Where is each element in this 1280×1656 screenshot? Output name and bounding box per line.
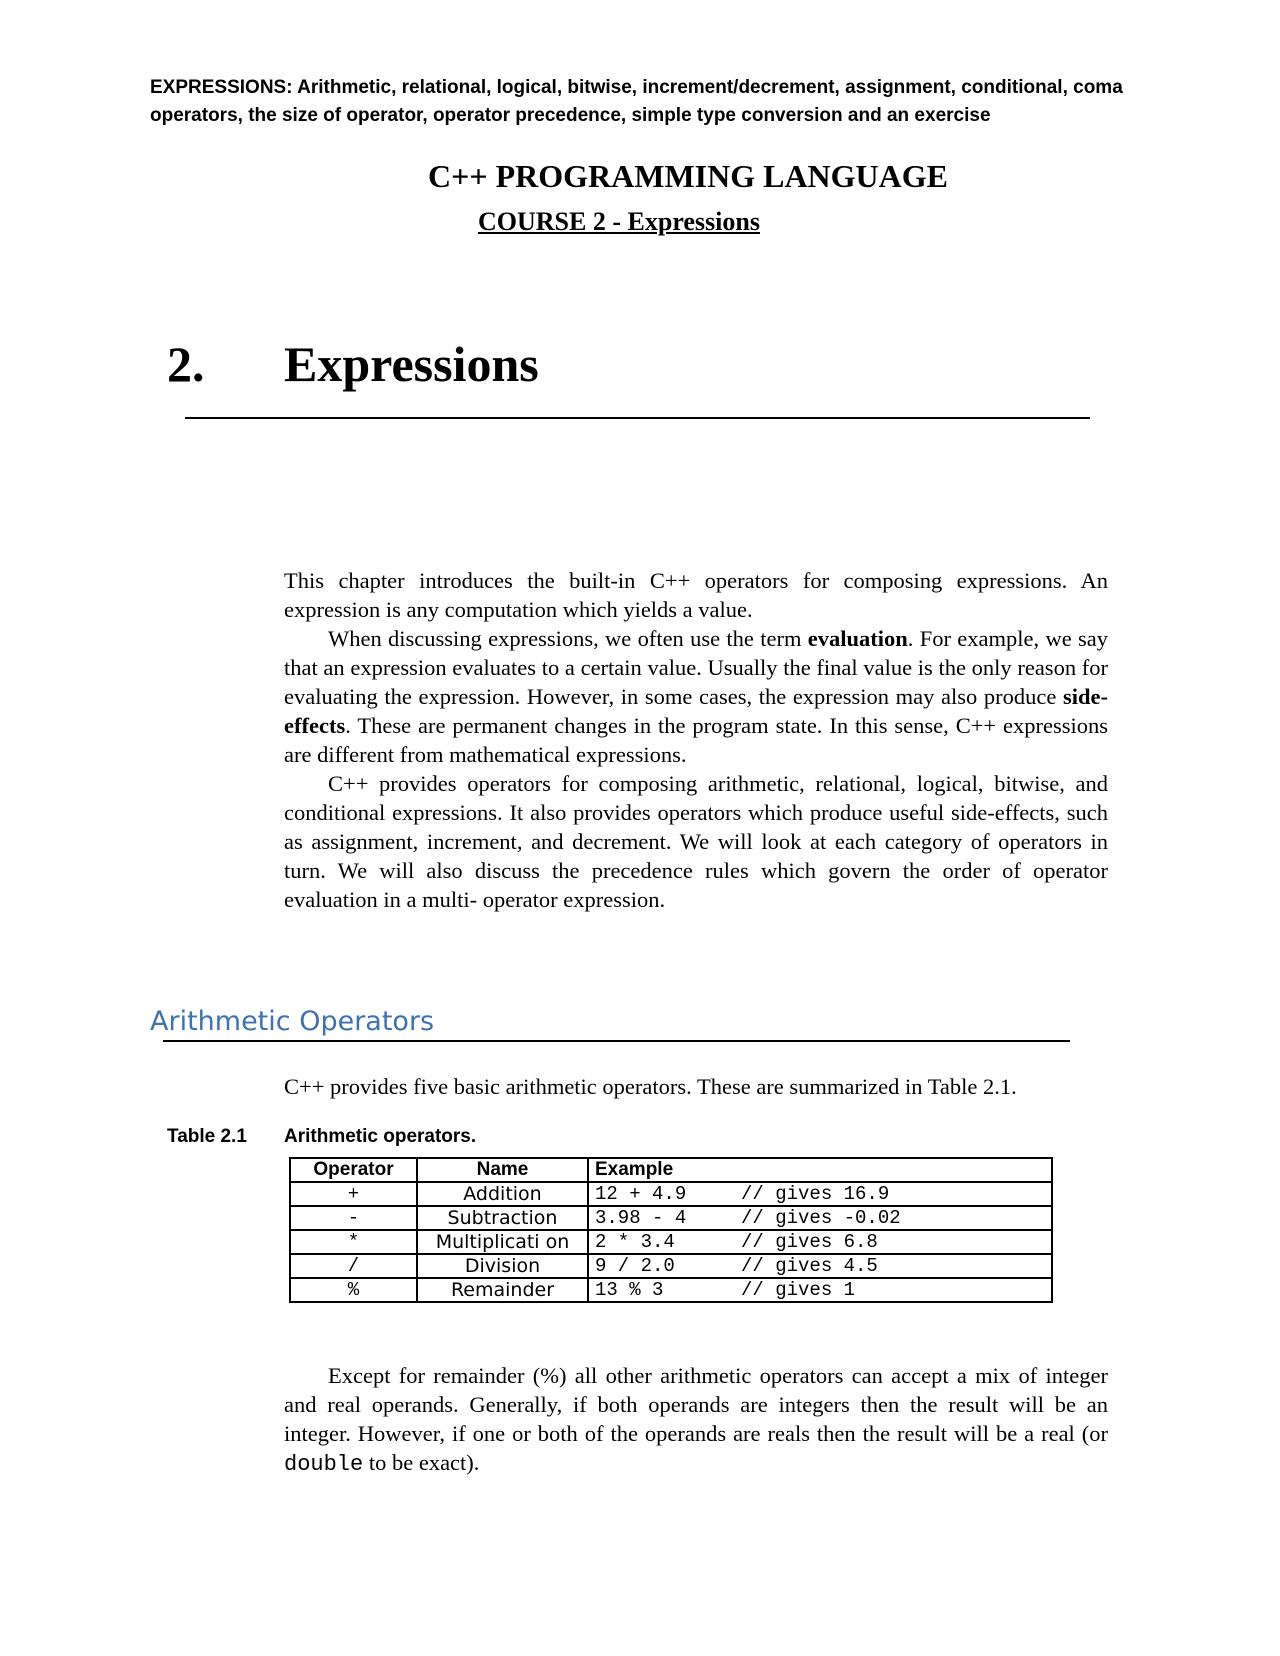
table-row (290, 1278, 1052, 1302)
example-cell (588, 1254, 1052, 1278)
closing-text-a: Except for remainder (%) all other arithmetic operators can accept a mix of integer and real operands. Generally, if both operands are integers then the result will be an integer. However, if one or both of the operands are reals then the result will be a real (or (284, 1363, 1108, 1446)
name-cell: Remainder (417, 1278, 588, 1302)
section-lead (284, 1072, 1108, 1101)
term-evaluation: evaluation (807, 626, 908, 651)
operator-cell: * (290, 1230, 417, 1254)
example-code: 2 * 3.4 (595, 1231, 675, 1253)
intro-text (284, 566, 1108, 914)
table-row (290, 1230, 1052, 1254)
table-header-row (290, 1158, 1052, 1182)
example-code: 3.98 - 4 (595, 1207, 687, 1229)
closing-text (284, 1361, 1108, 1479)
operator-cell: + (290, 1182, 417, 1206)
example-code: 13 % 3 (595, 1279, 664, 1301)
example-cell (588, 1182, 1052, 1206)
table-caption-title: Arithmetic operators. (284, 1126, 477, 1147)
example-cell (588, 1230, 1052, 1254)
header-operator: Operator (290, 1158, 417, 1182)
example-comment: // gives 16.9 (741, 1183, 890, 1205)
section-heading: Arithmetic Operators (150, 1006, 435, 1037)
intro-paragraph-2 (284, 624, 1108, 769)
p2-text-e: . These are permanent changes in the program state. In this sense, C++ expressions are different from mathematical expressions. (284, 713, 1108, 767)
example-cell (588, 1278, 1052, 1302)
operator-cell: - (290, 1206, 417, 1230)
chapter-number: 2. (167, 336, 205, 392)
table-row (290, 1182, 1052, 1206)
title-text: C++ PROGRAMMING LANGUAGE (428, 158, 948, 194)
name-cell: Division (417, 1254, 588, 1278)
header-example: Example (588, 1158, 1052, 1182)
header-name: Name (417, 1158, 588, 1182)
chapter-title: Expressions (284, 336, 539, 392)
operator-cell: % (290, 1278, 417, 1302)
p2-text-a: When discussing expressions, we often use the term (328, 626, 808, 651)
example-comment: // gives 4.5 (741, 1255, 878, 1277)
example-code: 9 / 2.0 (595, 1255, 675, 1277)
example-comment: // gives 1 (741, 1279, 856, 1301)
table-row (290, 1254, 1052, 1278)
name-cell: Addition (417, 1182, 588, 1206)
header-note: EXPRESSIONS: Arithmetic, relational, logical, bitwise, increment/decrement, assignment, conditional, coma operators, the size of operator, operator precedence, simple type conversion and an exercise (150, 77, 1123, 126)
name-cell: Subtraction (417, 1206, 588, 1230)
example-code: 12 + 4.9 (595, 1183, 687, 1205)
p2-text-c: . For example, we say that an expression evaluates to a certain value. Usually the final value is the only reason for evaluating the expression. However, in some cases, the expression may also produce (284, 626, 1108, 709)
example-cell (588, 1206, 1052, 1230)
example-comment: // gives -0.02 (741, 1207, 901, 1229)
section-divider (163, 1040, 1070, 1042)
closing-paragraph (284, 1361, 1108, 1479)
term-side-effects: side-effects (284, 684, 1108, 738)
table-caption-number: Table 2.1 (167, 1126, 247, 1147)
table-row (290, 1206, 1052, 1230)
intro-paragraph-3: C++ provides operators for composing arithmetic, relational, logical, bitwise, and conditional expressions. It also provides operators which produce useful side-effects, such as assignment, increment, and decrement. We will look at each category of operators in turn. We will also discuss the precedence rules which govern the order of operator evaluation in a multi- operator expression. (284, 771, 1108, 912)
section-lead-text: C++ provides five basic arithmetic operators. These are summarized in Table 2.1. (284, 1074, 1017, 1099)
operator-cell: / (290, 1254, 417, 1278)
chapter-divider (185, 417, 1090, 419)
intro-paragraph-1: This chapter introduces the built-in C++ operators for composing expressions. An expression is any computation which yields a value. (284, 568, 1108, 622)
name-cell: Multiplicati on (417, 1230, 588, 1254)
example-comment: // gives 6.8 (741, 1231, 878, 1253)
arithmetic-operators-table (289, 1157, 1053, 1303)
inline-code-double: double (284, 1452, 364, 1477)
closing-text-b: to be exact). (363, 1450, 480, 1475)
document-subtitle: COURSE 2 - Expressions (478, 207, 760, 236)
